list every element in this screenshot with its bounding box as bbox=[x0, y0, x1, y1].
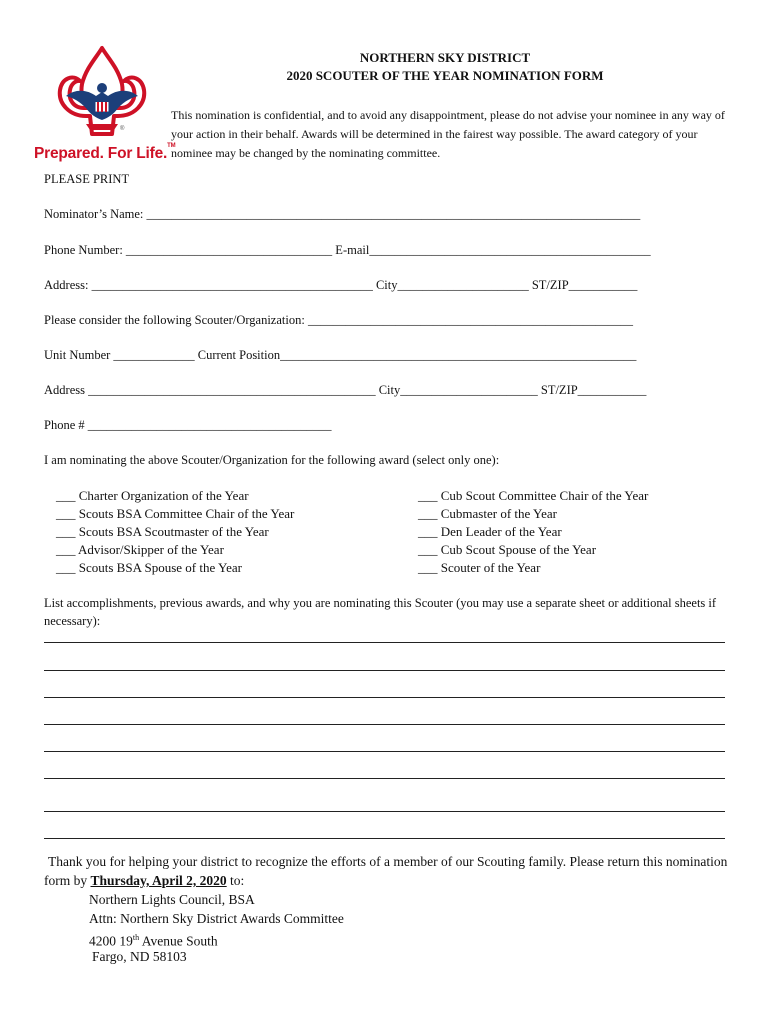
nominator-name-field[interactable]: Nominator’s Name: _______________________________________________________________________________ bbox=[44, 207, 641, 221]
writing-line[interactable] bbox=[44, 778, 725, 779]
award-list-left bbox=[56, 487, 294, 577]
tagline: Prepared. For Life.™ bbox=[34, 143, 176, 162]
accomplishments-prompt: List accomplishments, previous awards, and why you are nominating this Scouter (you may use a separate sheet or additional sheets if necessary): bbox=[44, 596, 717, 628]
unit-position-field[interactable]: Unit Number _____________ Current Position_________________________________________________________ bbox=[44, 348, 637, 362]
nominator-address-field[interactable]: Address: _____________________________________________ City_____________________ ST/ZIP___________ bbox=[44, 278, 638, 292]
intro-paragraph: This nomination is confidential, and to avoid any disappointment, please do not advise your nominee in any way of your action in their behalf. Awards will be determined in the fairest way possible. The award category of your nominee may be changed by the nominating committee. bbox=[171, 108, 725, 160]
fleur-de-lis-icon bbox=[40, 44, 170, 144]
form-title: 2020 SCOUTER OF THE YEAR NOMINATION FORM bbox=[286, 68, 604, 83]
return-instructions: Thank you for helping your district to recognize the efforts of a member of our Scouting family. Please return this nomination form by Thursday, April 2, 2020 to: bbox=[44, 854, 728, 888]
nominee-address-field[interactable]: Address ______________________________________________ City______________________ ST/ZIP___________ bbox=[44, 383, 647, 397]
writing-line[interactable] bbox=[44, 642, 725, 643]
district-title: NORTHERN SKY DISTRICT bbox=[359, 50, 531, 65]
award-option[interactable]: ___ Charter Organization of the Year bbox=[56, 488, 249, 503]
city-state-zip: Fargo, ND 58103 bbox=[92, 949, 187, 964]
writing-line[interactable] bbox=[44, 697, 725, 698]
deadline-date: Thursday, April 2, 2020 bbox=[90, 873, 227, 888]
writing-line[interactable] bbox=[44, 724, 725, 725]
award-option[interactable]: ___ Scouts BSA Spouse of the Year bbox=[56, 560, 242, 575]
award-option[interactable]: ___ Cubmaster of the Year bbox=[418, 506, 558, 521]
award-option[interactable]: ___ Den Leader of the Year bbox=[418, 524, 562, 539]
street-address: 4200 19th Avenue South bbox=[89, 933, 218, 949]
writing-line[interactable] bbox=[44, 670, 725, 671]
award-option[interactable]: ___ Cub Scout Spouse of the Year bbox=[418, 542, 597, 557]
council-name: Northern Lights Council, BSA bbox=[89, 892, 255, 907]
attention-line: Attn: Northern Sky District Awards Committee bbox=[89, 911, 344, 926]
award-option[interactable]: ___ Scouts BSA Committee Chair of the Year bbox=[56, 506, 295, 521]
writing-line[interactable] bbox=[44, 811, 725, 812]
nominee-phone-field[interactable]: Phone # _______________________________________ bbox=[44, 418, 332, 432]
writing-line[interactable] bbox=[44, 751, 725, 752]
award-prompt: I am nominating the above Scouter/Organization for the following award (select only one): bbox=[44, 453, 500, 467]
award-option[interactable]: ___ Advisor/Skipper of the Year bbox=[56, 542, 224, 557]
please-print: PLEASE PRINT bbox=[44, 172, 130, 186]
award-list-right bbox=[418, 487, 648, 577]
award-option[interactable]: ___ Scouts BSA Scoutmaster of the Year bbox=[56, 524, 269, 539]
phone-email-field[interactable]: Phone Number: _________________________________ E-mail_____________________________________________ bbox=[44, 243, 651, 257]
award-option[interactable]: ___ Cub Scout Committee Chair of the Year bbox=[418, 488, 649, 503]
writing-line[interactable] bbox=[44, 838, 725, 839]
registered-mark: ® bbox=[120, 126, 125, 132]
award-option[interactable]: ___ Scouter of the Year bbox=[418, 560, 541, 575]
nominee-field[interactable]: Please consider the following Scouter/Organization: ____________________________________________________ bbox=[44, 313, 633, 327]
